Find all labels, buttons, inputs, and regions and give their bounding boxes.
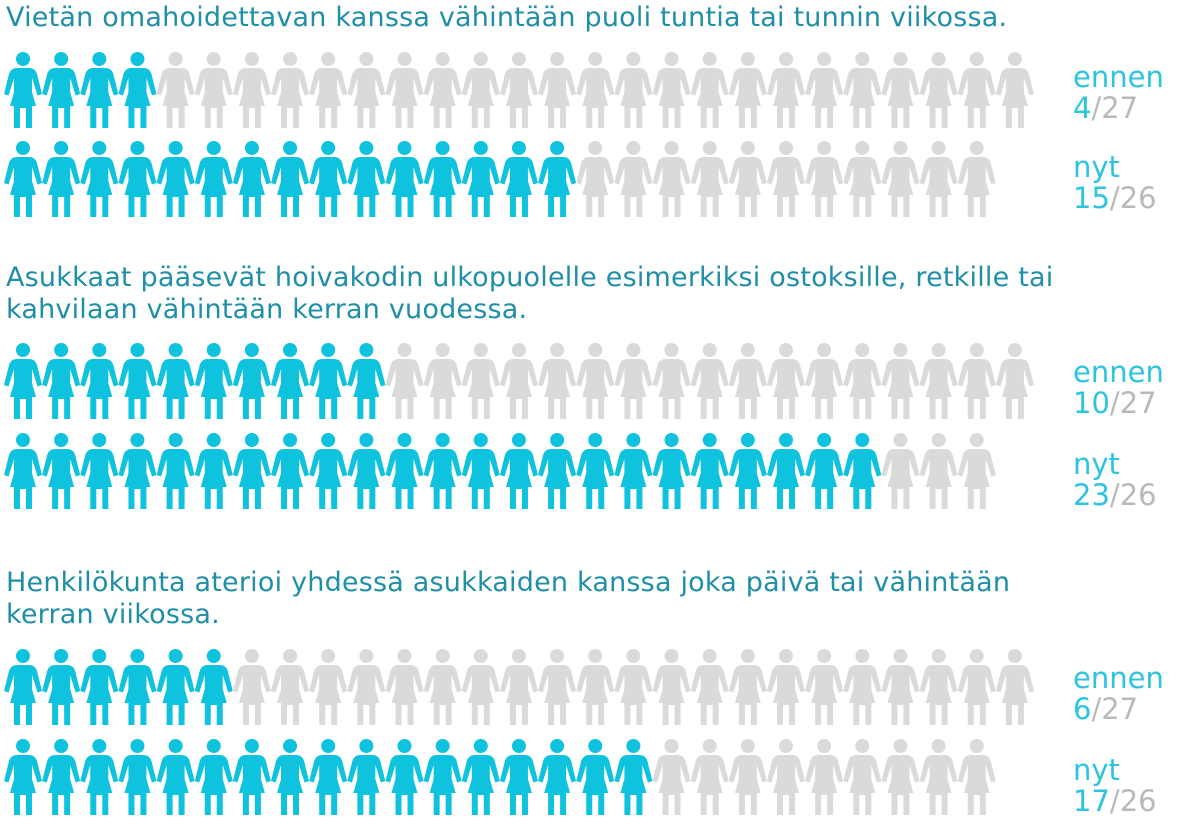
person-icon	[729, 739, 767, 815]
person-icon	[843, 141, 881, 217]
person-icon	[996, 52, 1034, 128]
person-icon	[729, 343, 767, 419]
person-icon	[462, 141, 500, 217]
person-icon	[500, 343, 538, 419]
person-icon	[576, 52, 614, 128]
row-value: 15	[1073, 181, 1110, 215]
row-value: 17	[1073, 784, 1110, 818]
person-icon	[42, 649, 80, 725]
person-icon	[347, 52, 385, 128]
person-icon	[500, 739, 538, 815]
person-icon	[233, 52, 271, 128]
person-icon	[386, 52, 424, 128]
person-icon	[538, 649, 576, 725]
person-icon	[4, 52, 42, 128]
person-icon	[4, 649, 42, 725]
person-icon	[157, 141, 195, 217]
person-icon	[309, 343, 347, 419]
person-icon	[233, 433, 271, 509]
person-icon	[920, 433, 958, 509]
person-icon	[118, 649, 156, 725]
person-icon	[118, 141, 156, 217]
row-total: 26	[1119, 784, 1157, 818]
person-icon	[691, 649, 729, 725]
person-icon	[958, 343, 996, 419]
question-title: Asukkaat pääsevät hoivakodin ulkopuolelle esimerkiksi ostoksille, retkille tai kahvilaan vähintään kerran vuodessa.	[6, 262, 1054, 325]
person-icon	[881, 141, 919, 217]
person-icon	[386, 433, 424, 509]
person-icon	[653, 649, 691, 725]
person-icon	[920, 343, 958, 419]
person-icon	[42, 141, 80, 217]
fraction-separator: /	[1109, 784, 1120, 818]
person-icon	[80, 141, 118, 217]
row-total: 27	[1101, 91, 1139, 125]
person-icon	[614, 141, 652, 217]
row-label: ennen	[1073, 60, 1164, 94]
person-icon	[500, 52, 538, 128]
person-icon	[767, 433, 805, 509]
person-icon	[233, 343, 271, 419]
person-icon	[42, 343, 80, 419]
person-icon	[4, 433, 42, 509]
person-icon	[729, 52, 767, 128]
person-icon	[576, 739, 614, 815]
fraction-separator: /	[1109, 181, 1120, 215]
person-icon	[767, 52, 805, 128]
person-icon	[538, 433, 576, 509]
person-icon	[347, 649, 385, 725]
person-icon	[157, 649, 195, 725]
person-icon	[653, 141, 691, 217]
person-icon	[157, 52, 195, 128]
person-icon	[309, 52, 347, 128]
person-icon	[881, 343, 919, 419]
person-icon	[920, 739, 958, 815]
person-icon	[805, 52, 843, 128]
person-icon	[195, 433, 233, 509]
person-icon	[347, 433, 385, 509]
person-icon	[347, 141, 385, 217]
fraction-separator: /	[1091, 692, 1102, 726]
fraction-separator: /	[1109, 478, 1120, 512]
person-icon	[881, 52, 919, 128]
person-icon	[462, 343, 500, 419]
person-icon	[729, 649, 767, 725]
person-icon	[271, 649, 309, 725]
person-icon	[805, 141, 843, 217]
person-icon	[691, 739, 729, 815]
question-title: Vietän omahoidettavan kanssa vähintään puoli tuntia tai tunnin viikossa.	[6, 2, 1008, 33]
row-value: 4	[1073, 91, 1092, 125]
person-icon	[118, 433, 156, 509]
person-icon	[614, 649, 652, 725]
person-icon	[653, 433, 691, 509]
person-icon	[309, 739, 347, 815]
person-icon	[538, 141, 576, 217]
person-icon	[538, 739, 576, 815]
person-icon	[157, 433, 195, 509]
row-label: nyt	[1073, 447, 1120, 481]
person-icon	[424, 141, 462, 217]
person-icon	[424, 433, 462, 509]
person-icon	[614, 343, 652, 419]
person-icon	[576, 433, 614, 509]
row-label: nyt	[1073, 753, 1120, 787]
person-icon	[424, 649, 462, 725]
person-icon	[386, 649, 424, 725]
row-total: 26	[1119, 478, 1157, 512]
person-icon	[271, 433, 309, 509]
person-icon	[233, 141, 271, 217]
person-icon	[195, 649, 233, 725]
person-icon	[767, 739, 805, 815]
person-icon	[843, 52, 881, 128]
person-icon	[691, 433, 729, 509]
person-icon	[920, 649, 958, 725]
person-icon	[500, 649, 538, 725]
person-icon	[729, 141, 767, 217]
person-icon	[233, 649, 271, 725]
person-icon	[500, 141, 538, 217]
person-icon	[233, 739, 271, 815]
person-icon	[614, 52, 652, 128]
person-icon	[80, 52, 118, 128]
person-icon	[653, 739, 691, 815]
person-icon	[996, 649, 1034, 725]
person-icon	[4, 739, 42, 815]
person-icon	[386, 739, 424, 815]
person-icon	[691, 52, 729, 128]
person-icon	[767, 649, 805, 725]
person-icon	[805, 649, 843, 725]
person-icon	[881, 739, 919, 815]
person-icon	[424, 52, 462, 128]
person-icon	[920, 141, 958, 217]
person-icon	[424, 343, 462, 419]
person-icon	[347, 343, 385, 419]
row-label: ennen	[1073, 661, 1164, 695]
person-icon	[386, 343, 424, 419]
person-icon	[843, 433, 881, 509]
person-icon	[118, 52, 156, 128]
person-icon	[80, 649, 118, 725]
person-icon	[157, 739, 195, 815]
row-total: 27	[1101, 692, 1139, 726]
person-icon	[118, 343, 156, 419]
person-icon	[309, 433, 347, 509]
person-icon	[576, 343, 614, 419]
person-icon	[958, 739, 996, 815]
person-icon	[729, 433, 767, 509]
row-label: nyt	[1073, 150, 1120, 184]
person-icon	[805, 739, 843, 815]
person-icon	[958, 52, 996, 128]
person-icon	[462, 433, 500, 509]
person-icon	[843, 649, 881, 725]
person-icon	[42, 739, 80, 815]
person-icon	[881, 649, 919, 725]
person-icon	[309, 649, 347, 725]
person-icon	[80, 343, 118, 419]
person-icon	[920, 52, 958, 128]
person-icon	[691, 141, 729, 217]
person-icon	[462, 649, 500, 725]
person-icon	[462, 52, 500, 128]
row-total: 27	[1119, 386, 1157, 420]
fraction-separator: /	[1091, 91, 1102, 125]
row-value: 6	[1073, 692, 1092, 726]
person-icon	[271, 141, 309, 217]
person-icon	[195, 343, 233, 419]
person-icon	[42, 433, 80, 509]
person-icon	[958, 141, 996, 217]
person-icon	[881, 433, 919, 509]
person-icon	[576, 141, 614, 217]
person-icon	[691, 343, 729, 419]
person-icon	[80, 433, 118, 509]
person-icon	[958, 649, 996, 725]
person-icon	[424, 739, 462, 815]
person-icon	[271, 52, 309, 128]
person-icon	[653, 52, 691, 128]
person-icon	[462, 739, 500, 815]
person-icon	[309, 141, 347, 217]
person-icon	[805, 433, 843, 509]
person-icon	[614, 433, 652, 509]
fraction-separator: /	[1109, 386, 1120, 420]
row-total: 26	[1119, 181, 1157, 215]
person-icon	[767, 343, 805, 419]
person-icon	[653, 343, 691, 419]
person-icon	[195, 739, 233, 815]
person-icon	[118, 739, 156, 815]
person-icon	[500, 433, 538, 509]
person-icon	[271, 739, 309, 815]
person-icon	[347, 739, 385, 815]
person-icon	[538, 343, 576, 419]
person-icon	[195, 52, 233, 128]
person-icon	[271, 343, 309, 419]
row-label: ennen	[1073, 355, 1164, 389]
row-value: 23	[1073, 478, 1110, 512]
person-icon	[576, 649, 614, 725]
person-icon	[805, 343, 843, 419]
person-icon	[386, 141, 424, 217]
question-title: Henkilökunta aterioi yhdessä asukkaiden kanssa joka päivä tai vähintään kerran viikossa.	[6, 567, 1011, 630]
person-icon	[538, 52, 576, 128]
person-icon	[4, 343, 42, 419]
person-icon	[958, 433, 996, 509]
person-icon	[843, 739, 881, 815]
person-icon	[767, 141, 805, 217]
person-icon	[614, 739, 652, 815]
person-icon	[80, 739, 118, 815]
person-icon	[843, 343, 881, 419]
person-icon	[42, 52, 80, 128]
person-icon	[195, 141, 233, 217]
person-icon	[4, 141, 42, 217]
person-icon	[996, 343, 1034, 419]
person-icon	[157, 343, 195, 419]
row-value: 10	[1073, 386, 1110, 420]
